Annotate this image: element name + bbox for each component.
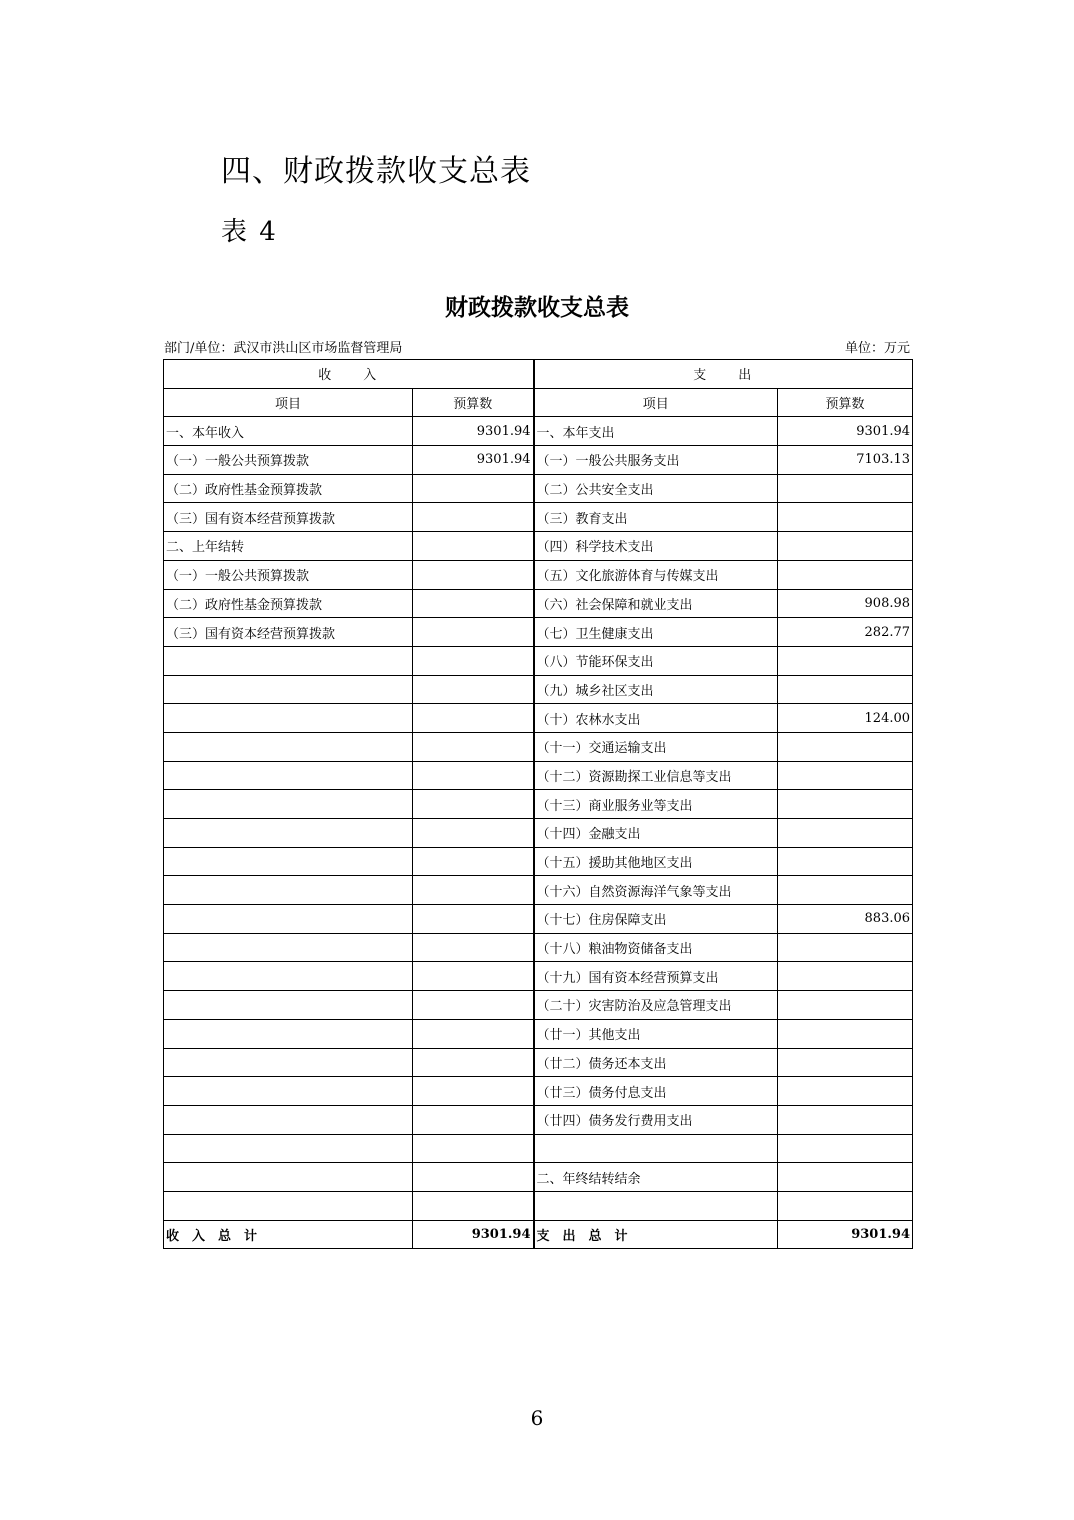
budget-table xyxy=(163,359,913,1249)
expense-budget-header: 预算数 xyxy=(778,388,913,417)
income-value-cell xyxy=(413,991,534,1020)
income-value-cell xyxy=(413,1048,534,1077)
table-row xyxy=(164,732,913,761)
income-value-cell xyxy=(413,532,534,561)
expense-value-cell: 908.98 xyxy=(778,589,913,618)
expense-item-cell: （一）一般公共服务支出 xyxy=(534,446,778,475)
income-value-cell xyxy=(413,876,534,905)
page-number: 6 xyxy=(530,1406,544,1430)
income-value-cell xyxy=(413,847,534,876)
income-item-cell xyxy=(164,761,413,790)
expense-item-cell: 一、本年支出 xyxy=(534,417,778,446)
income-item-cell: 二、上年结转 xyxy=(164,532,413,561)
expense-item-cell: （廿二）债务还本支出 xyxy=(534,1048,778,1077)
income-value-cell xyxy=(413,962,534,991)
expense-value-cell: 9301.94 xyxy=(778,417,913,446)
income-value-cell xyxy=(413,819,534,848)
table-row xyxy=(164,1163,913,1192)
expense-value-cell xyxy=(778,847,913,876)
expense-item-cell: （十一）交通运输支出 xyxy=(534,732,778,761)
department-label: 部门/单位：武汉市洪山区市场监督管理局 xyxy=(164,341,403,356)
table-row xyxy=(164,933,913,962)
income-item-cell xyxy=(164,1134,413,1163)
income-value-cell: 9301.94 xyxy=(413,446,534,475)
expense-value-cell xyxy=(778,732,913,761)
expense-item-cell: （十）农林水支出 xyxy=(534,704,778,733)
expense-value-cell: 124.00 xyxy=(778,704,913,733)
table-row xyxy=(164,876,913,905)
table-row xyxy=(164,704,913,733)
expense-item-cell: （二）公共安全支出 xyxy=(534,474,778,503)
income-item-cell: （三）国有资本经营预算拨款 xyxy=(164,503,413,532)
income-item-cell xyxy=(164,1077,413,1106)
income-item-cell xyxy=(164,991,413,1020)
expense-value-cell xyxy=(778,1105,913,1134)
income-item-cell xyxy=(164,1019,413,1048)
expense-item-cell: （十六）自然资源海洋气象等支出 xyxy=(534,876,778,905)
table-row xyxy=(164,417,913,446)
expense-value-cell: 7103.13 xyxy=(778,446,913,475)
table-row xyxy=(164,675,913,704)
income-value-cell xyxy=(413,1077,534,1106)
expense-value-cell xyxy=(778,819,913,848)
table-row xyxy=(164,1077,913,1106)
expense-item-cell: （廿三）债务付息支出 xyxy=(534,1077,778,1106)
expense-item-cell: （四）科学技术支出 xyxy=(534,532,778,561)
income-value-cell xyxy=(413,905,534,934)
expense-item-cell: （十九）国有资本经营预算支出 xyxy=(534,962,778,991)
expense-value-cell xyxy=(778,933,913,962)
income-item-cell xyxy=(164,790,413,819)
income-item-cell xyxy=(164,819,413,848)
expense-item-cell: （三）教育支出 xyxy=(534,503,778,532)
expense-item-cell: （二十）灾害防治及应急管理支出 xyxy=(534,991,778,1020)
income-item-cell xyxy=(164,962,413,991)
expense-item-cell: （九）城乡社区支出 xyxy=(534,675,778,704)
expense-item-header: 项目 xyxy=(534,388,778,417)
income-item-cell: （三）国有资本经营预算拨款 xyxy=(164,618,413,647)
table-row xyxy=(164,446,913,475)
table-row xyxy=(164,790,913,819)
income-value-cell xyxy=(413,761,534,790)
table-number: 表 4 xyxy=(221,217,278,247)
table-row xyxy=(164,991,913,1020)
income-value-cell xyxy=(413,675,534,704)
income-item-cell xyxy=(164,732,413,761)
income-value-cell xyxy=(413,503,534,532)
income-item-cell xyxy=(164,876,413,905)
expense-item-cell: （十八）粮油物资储备支出 xyxy=(534,933,778,962)
expense-value-cell xyxy=(778,1163,913,1192)
income-value-cell xyxy=(413,1134,534,1163)
income-item-cell xyxy=(164,1105,413,1134)
income-value-cell: 9301.94 xyxy=(413,417,534,446)
expense-value-cell xyxy=(778,876,913,905)
expense-value-cell xyxy=(778,761,913,790)
expense-value-cell xyxy=(778,1048,913,1077)
income-item-header: 项目 xyxy=(164,388,413,417)
expense-item-cell: （廿一）其他支出 xyxy=(534,1019,778,1048)
table-row xyxy=(164,819,913,848)
expense-value-cell xyxy=(778,503,913,532)
table-row xyxy=(164,905,913,934)
expense-value-cell xyxy=(778,474,913,503)
income-item-cell: 一、本年收入 xyxy=(164,417,413,446)
income-value-cell xyxy=(413,1019,534,1048)
expense-item-cell xyxy=(534,1191,778,1220)
expense-section-header: 支 出 xyxy=(534,360,913,389)
expense-item-cell: （十七）住房保障支出 xyxy=(534,905,778,934)
expense-total-label: 支 出 总 计 xyxy=(534,1220,778,1249)
expense-item-cell: （七）卫生健康支出 xyxy=(534,618,778,647)
table-row xyxy=(164,618,913,647)
table-row xyxy=(164,847,913,876)
expense-item-cell: （八）节能环保支出 xyxy=(534,646,778,675)
total-row xyxy=(164,1220,913,1249)
table-row xyxy=(164,761,913,790)
table-row xyxy=(164,532,913,561)
income-value-cell xyxy=(413,732,534,761)
income-value-cell xyxy=(413,1191,534,1220)
table-row xyxy=(164,1105,913,1134)
income-value-cell xyxy=(413,1105,534,1134)
expense-value-cell xyxy=(778,1077,913,1106)
expense-value-cell xyxy=(778,560,913,589)
column-header-row xyxy=(164,388,913,417)
income-value-cell xyxy=(413,474,534,503)
income-item-cell: （一）一般公共预算拨款 xyxy=(164,560,413,589)
income-value-cell xyxy=(413,618,534,647)
income-value-cell xyxy=(413,646,534,675)
income-item-cell: （二）政府性基金预算拨款 xyxy=(164,474,413,503)
income-item-cell xyxy=(164,704,413,733)
section-header-row xyxy=(164,360,913,389)
expense-item-cell: （廿四）债务发行费用支出 xyxy=(534,1105,778,1134)
income-item-cell xyxy=(164,933,413,962)
expense-item-cell: 二、年终结转结余 xyxy=(534,1163,778,1192)
expense-value-cell xyxy=(778,1019,913,1048)
expense-item-cell: （十三）商业服务业等支出 xyxy=(534,790,778,819)
income-item-cell xyxy=(164,1163,413,1192)
unit-label: 单位：万元 xyxy=(844,341,910,356)
expense-value-cell xyxy=(778,532,913,561)
table-row xyxy=(164,1048,913,1077)
income-section-header: 收 入 xyxy=(164,360,534,389)
table-row xyxy=(164,589,913,618)
income-value-cell xyxy=(413,589,534,618)
table-row xyxy=(164,962,913,991)
expense-value-cell xyxy=(778,1191,913,1220)
income-value-cell xyxy=(413,1163,534,1192)
income-item-cell xyxy=(164,675,413,704)
table-row xyxy=(164,646,913,675)
income-item-cell: （一）一般公共预算拨款 xyxy=(164,446,413,475)
income-item-cell xyxy=(164,847,413,876)
expense-item-cell: （十五）援助其他地区支出 xyxy=(534,847,778,876)
expense-item-cell: （五）文化旅游体育与传媒支出 xyxy=(534,560,778,589)
expense-value-cell xyxy=(778,790,913,819)
table-row xyxy=(164,503,913,532)
income-item-cell xyxy=(164,1048,413,1077)
expense-value-cell xyxy=(778,646,913,675)
income-value-cell xyxy=(413,704,534,733)
page-heading: 四、财政拨款收支总表 xyxy=(221,154,531,189)
income-value-cell xyxy=(413,560,534,589)
table-title: 财政拨款收支总表 xyxy=(445,294,629,321)
table-row xyxy=(164,1191,913,1220)
table-row xyxy=(164,1019,913,1048)
expense-total-value: 9301.94 xyxy=(778,1220,913,1249)
table-row xyxy=(164,560,913,589)
income-item-cell xyxy=(164,1191,413,1220)
expense-value-cell xyxy=(778,675,913,704)
expense-item-cell: （六）社会保障和就业支出 xyxy=(534,589,778,618)
expense-value-cell xyxy=(778,962,913,991)
expense-item-cell: （十二）资源勘探工业信息等支出 xyxy=(534,761,778,790)
expense-value-cell xyxy=(778,991,913,1020)
income-total-value: 9301.94 xyxy=(413,1220,534,1249)
income-item-cell xyxy=(164,646,413,675)
income-item-cell: （二）政府性基金预算拨款 xyxy=(164,589,413,618)
expense-item-cell xyxy=(534,1134,778,1163)
income-value-cell xyxy=(413,933,534,962)
income-budget-header: 预算数 xyxy=(413,388,534,417)
income-total-label: 收 入 总 计 xyxy=(164,1220,413,1249)
income-value-cell xyxy=(413,790,534,819)
expense-value-cell xyxy=(778,1134,913,1163)
expense-value-cell: 282.77 xyxy=(778,618,913,647)
expense-item-cell: （十四）金融支出 xyxy=(534,819,778,848)
expense-value-cell: 883.06 xyxy=(778,905,913,934)
table-row xyxy=(164,474,913,503)
table-row xyxy=(164,1134,913,1163)
income-item-cell xyxy=(164,905,413,934)
